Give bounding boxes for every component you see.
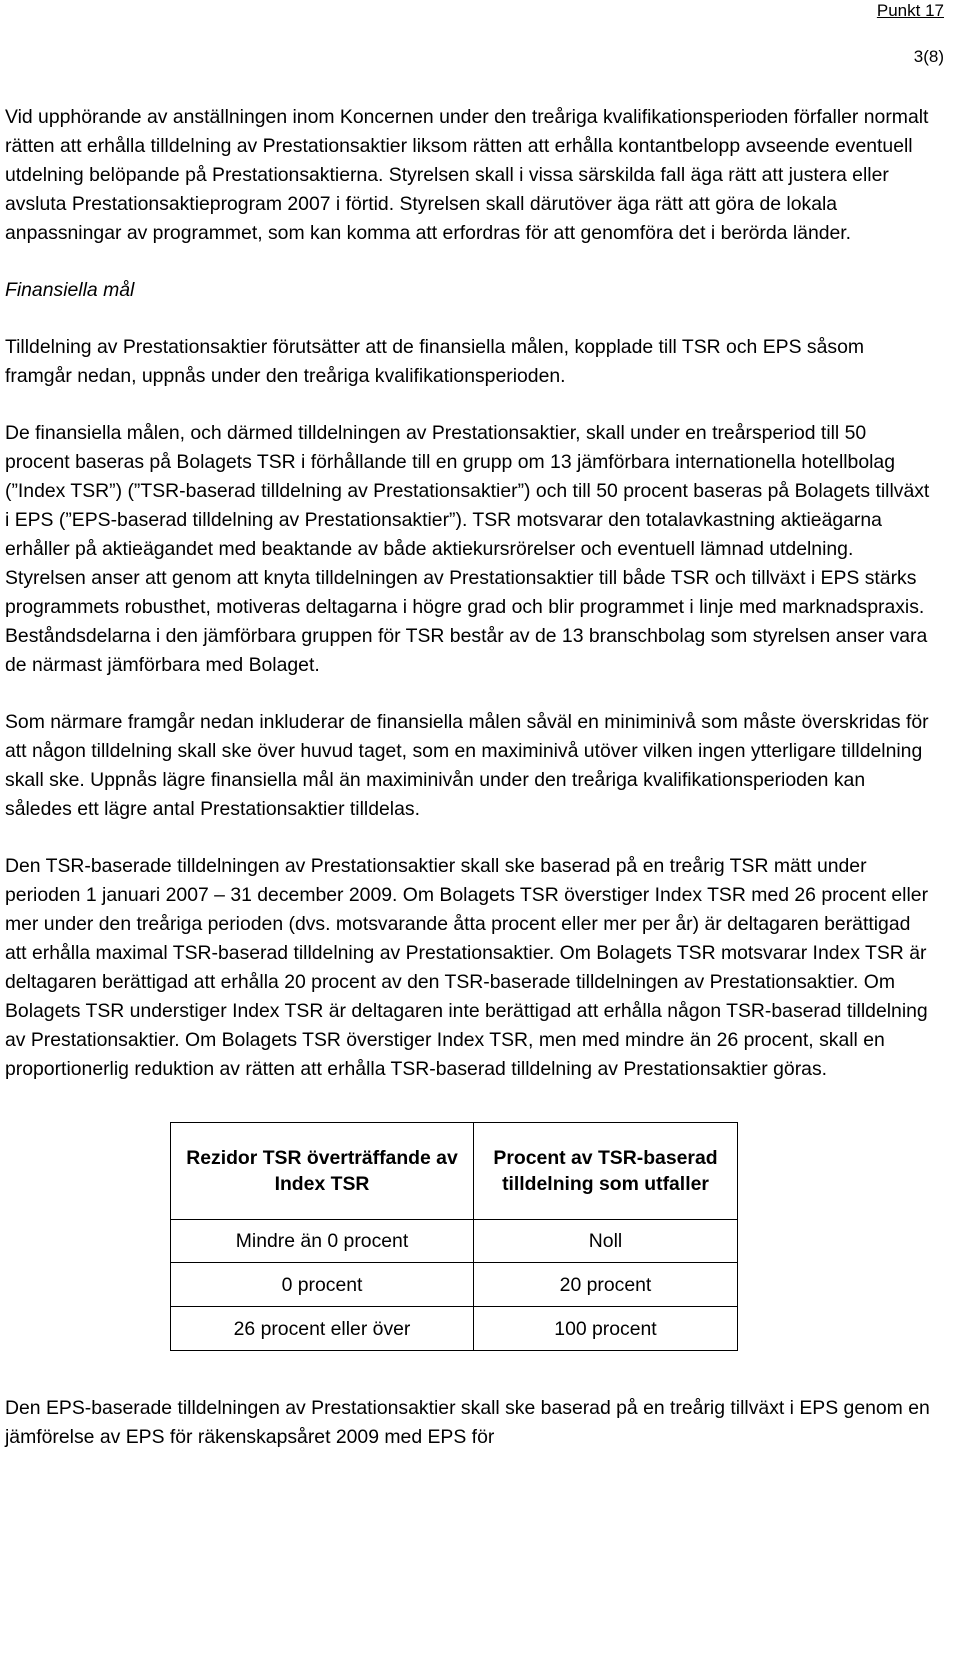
page-number: 3(8)	[913, 47, 944, 66]
table-cell: 0 procent	[171, 1263, 474, 1307]
paragraph-termination: Vid upphörande av anställningen inom Koncernen under den treåriga kvalifikationsperioden förfaller normalt rätten att erhålla tilldelning av Prestationsaktier liksom rätten att erhålla kontantbelopp avseende eventuell utdelning belöpande på Prestationsaktierna. Styrelsen skall i vissa särskilda fall äga rätt att justera eller avsluta Prestationsaktieprogram 2007 i förtid. Styrelsen skall därutöver äga rätt att göra de lokala anpassningar av programmet, som kan komma att erfordras för att genomföra det i berörda länder.	[5, 106, 929, 244]
column-header-allocation: Procent av TSR-baserad tilldelning som utfaller	[474, 1123, 738, 1220]
paragraph-allocation-condition: Tilldelning av Prestationsaktier förutsätter att de finansiella målen, kopplade till TSR och EPS såsom framgår nedan, uppnås under den treåriga kvalifikationsperioden.	[5, 336, 865, 387]
paragraph-tsr-allocation: Den TSR-baserade tilldelningen av Prestationsaktier skall ske baserad på en treårig TSR mätt under perioden 1 januari 2007 – 31 december 2009. Om Bolagets TSR överstiger Index TSR med 26 procent eller mer under den treåriga perioden (dvs. motsvarande åtta procent eller mer per år) är deltagaren berättigad att erhålla maximal TSR-baserad tilldelning av Prestationsaktier. Om Bolagets TSR motsvarar Index TSR är deltagaren berättigad att erhålla 20 procent av den TSR-baserade tilldelningen av Prestationsaktier. Om Bolagets TSR understiger Index TSR är deltagaren inte berättigad att erhålla någon TSR-baserad tilldelning av Prestationsaktier. Om Bolagets TSR överstiger Index TSR, men med mindre än 26 procent, skall en proportionerlig reduktion av rätten att erhålla TSR-baserad tilldelning av Prestationsaktier göras.	[5, 855, 929, 1080]
column-header-tsr: Rezidor TSR överträffande av Index TSR	[171, 1123, 474, 1220]
tsr-allocation-table	[170, 1122, 738, 1351]
paragraph-eps-allocation: Den EPS-baserade tilldelningen av Prestationsaktier skall ske baserad på en treårig tillväxt i EPS genom en jämförelse av EPS för räkenskapsåret 2009 med EPS för	[5, 1397, 930, 1448]
table-header-row	[171, 1123, 738, 1220]
table-cell: 26 procent eller över	[171, 1307, 474, 1351]
page-label: Punkt 17	[876, 1, 944, 20]
table-cell: 100 procent	[474, 1307, 738, 1351]
table-row	[171, 1263, 738, 1307]
paragraph-min-max-levels: Som närmare framgår nedan inkluderar de finansiella målen såväl en miniminivå som måste överskridas för att någon tilldelning skall ske över huvud taget, som en maximinivå utöver vilken ingen ytterligare tilldelning skall ske. Uppnås lägre finansiella mål än maximinivån under den treåriga kvalifikationsperioden kan således ett lägre antal Prestationsaktier tilldelas.	[5, 711, 929, 820]
table-cell: 20 procent	[474, 1263, 738, 1307]
table-row	[171, 1220, 738, 1263]
table-row	[171, 1307, 738, 1351]
table-cell: Mindre än 0 procent	[171, 1220, 474, 1263]
document-body	[5, 103, 935, 1452]
table-cell: Noll	[474, 1220, 738, 1263]
paragraph-financial-goals: De finansiella målen, och därmed tilldelningen av Prestationsaktier, skall under en treårsperiod till 50 procent baseras på Bolagets TSR i förhållande till en grupp om 13 jämförbara internationella hotellbolag (”Index TSR”) (”TSR-baserad tilldelning av Prestationsaktier”) och till 50 procent baseras på Bolagets tillväxt i EPS (”EPS-baserad tilldelning av Prestationsaktier”). TSR motsvarar den totalavkastning aktieägarna erhåller på aktieägandet med beaktande av både aktiekursrörelser och eventuell lämnad utdelning. Styrelsen anser att genom att knyta tilldelningen av Prestationsaktier till både TSR och tillväxt i EPS stärks programmets robusthet, motiveras deltagarna i högre grad och blir programmet i linje med marknadspraxis. Beståndsdelarna i den jämförbara gruppen för TSR består av de 13 branschbolag som styrelsen anser vara de närmast jämförbara med Bolaget.	[5, 422, 930, 676]
section-heading-financial-goals: Finansiella mål	[5, 279, 135, 301]
